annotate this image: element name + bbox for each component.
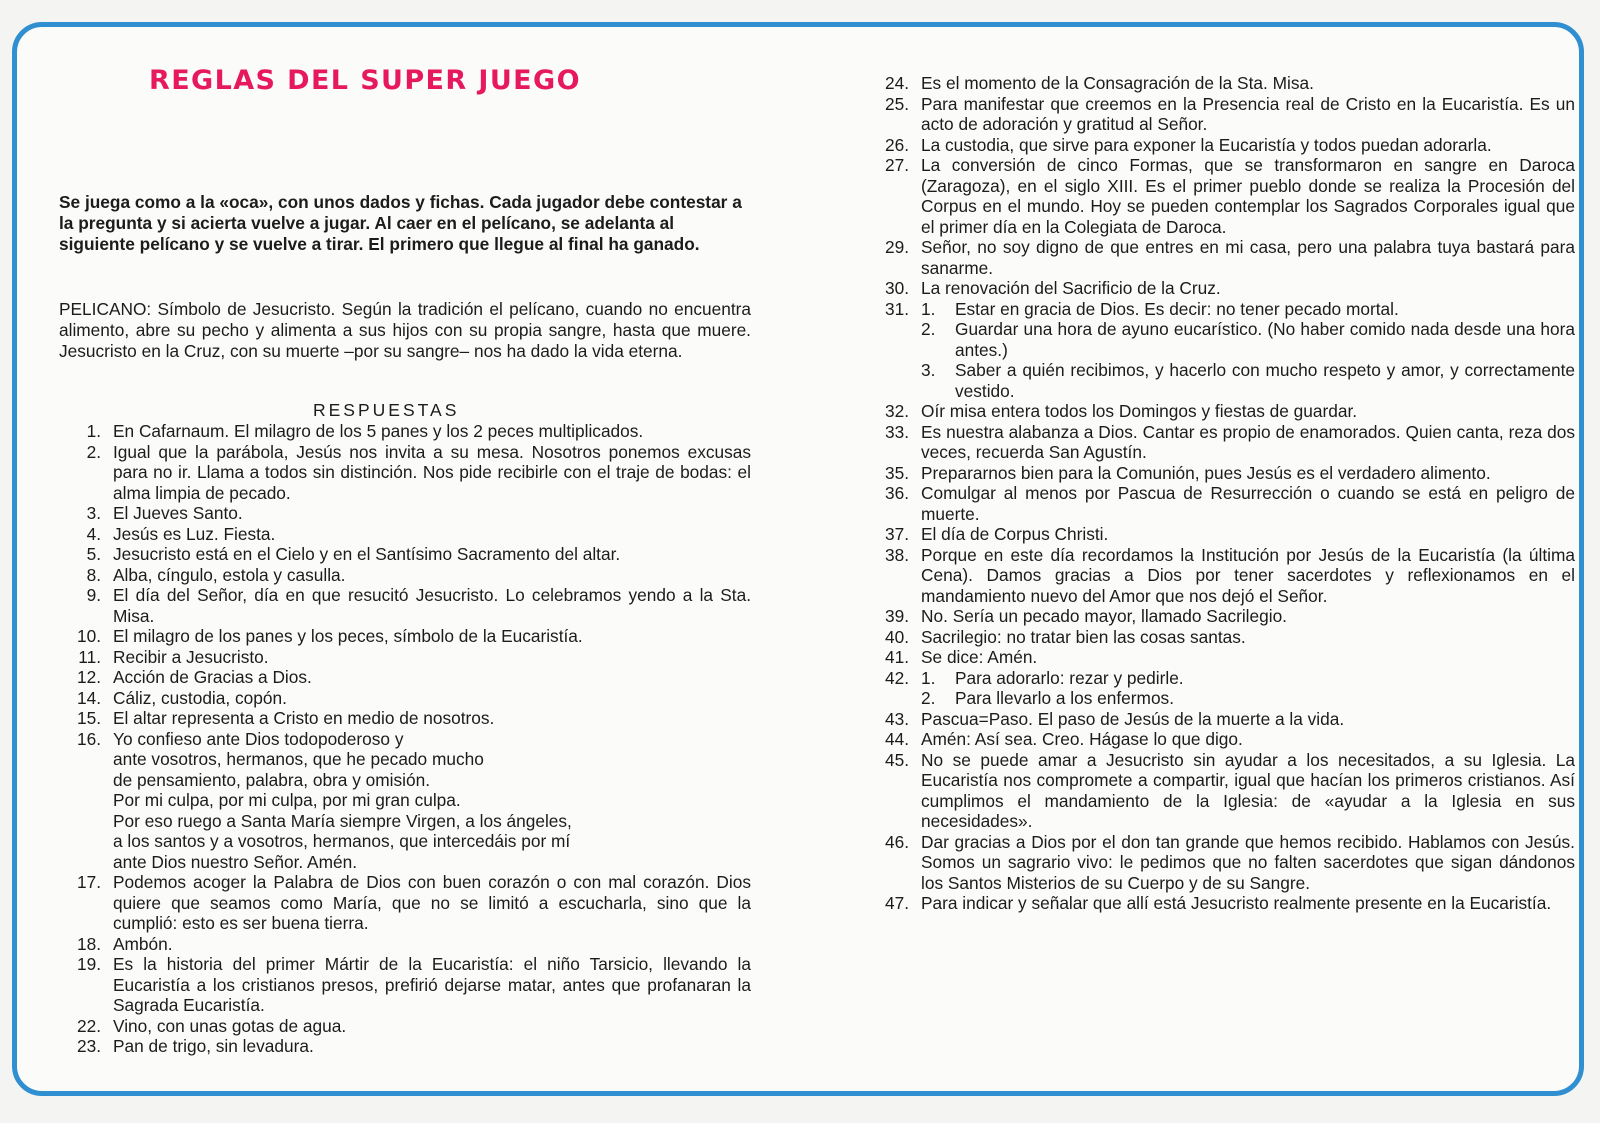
- prayer-line: a los santos y a vosotros, hermanos, que intercedáis por mí: [113, 831, 571, 851]
- answer-item-2: 2. Igual que la parábola, Jesús nos invita a su mesa. Nosotros ponemos excusas para no ir. Llama a todos sin distinción. Nos pide recibirle con el traje de bodas: el alma limpia de pecado.: [86, 441, 751, 503]
- answer-item-44: 44. Amén: Así sea. Creo. Hágase lo que digo.: [884, 729, 1243, 749]
- answer-item-35: 35. Prepararnos bien para la Comunión, pues Jesús es el verdadero alimento.: [884, 462, 1491, 483]
- answer-item-27: 27. La conversión de cinco Formas, que se transformaron en sangre en Daroca (Zaragoza), en el siglo XIII. Es el primer pueblo donde se realiza la Procesión del Corpus en el mundo. Hoy se pueden contemplar los Sagrados Corporales igual que el primer día en la Colegiata de Daroca.: [884, 155, 1575, 237]
- answer-item-40: 40. Sacrilegio: no tratar bien las cosas santas.: [884, 626, 1246, 647]
- answer-item-31: 31. 1. Estar en gracia de Dios. Es decir: no tener pecado mortal. 2. Guardar una hora de ayuno eucarístico. (No haber comido nada desde una hora antes.) 3. Saber a quién recibimos, y hacerlo con mucho respeto y amor, y correctamente vestido.: [884, 298, 1575, 401]
- answer-item-18: 18. Ambón.: [76, 933, 173, 954]
- answer-item-14: 14. Cáliz, custodia, copón.: [76, 687, 287, 708]
- prayer-line: Por mi culpa, por mi culpa, por mi gran culpa.: [113, 790, 461, 810]
- answer-item-11: 11. Recibir a Jesucristo.: [78, 646, 269, 667]
- answer-item-26: 26. La custodia, que sirve para exponer la Eucaristía y todos puedan adorarla.: [884, 134, 1492, 155]
- answer-item-45: 45. No se puede amar a Jesucristo sin ayudar a los necesitados, a su Iglesia. La Eucaristía nos compromete a compartir, igual que hacían los primeros cristianos. Así cumplimos el mandamiento de la Iglesia: de «ayudar a la Iglesia en sus necesidades».: [884, 749, 1575, 831]
- answer-item-25: 25. Para manifestar que creemos en la Presencia real de Cristo en la Eucaristía. Es un acto de adoración y gratitud al Señor.: [884, 93, 1575, 134]
- answer-item-43: 43. Pascua=Paso. El paso de Jesús de la muerte a la vida.: [884, 708, 1345, 729]
- answer-item-24: 24. Es el momento de la Consagración de la Sta. Misa.: [884, 73, 1314, 93]
- answer-item-46: 46. Dar gracias a Dios por el don tan grande que hemos recibido. Hablamos con Jesús. Somos un sagrario vivo: le pedimos que no falten sacerdotes que sigan dándonos los Santos Misterios de su Cuerpo y de su Sangre.: [884, 831, 1575, 893]
- answer-item-1: 1. En Cafarnaum. El milagro de los 5 panes y los 2 peces multiplicados.: [86, 421, 644, 441]
- page-frame: [12, 22, 1584, 1096]
- answer-item-16-prayer: 16. Yo confieso ante Dios todopoderoso y ante vosotros, hermanos, que he pecado mucho de pensamiento, palabra, obra y omisión. Por mi culpa, por mi culpa, por mi gran culpa. Por eso ruego a Santa María siempre Virgen, a los ángeles, a los santos y a vosotros, hermanos, que intercedáis por mí ante Dios nuestro Señor. Amén.: [59, 729, 751, 873]
- answer-item-12: 12. Acción de Gracias a Dios.: [76, 667, 312, 687]
- prayer-line: de pensamiento, palabra, obra y omisión.: [113, 769, 431, 790]
- answer-item-10: 10. El milagro de los panes y los peces, símbolo de la Eucaristía.: [76, 626, 583, 646]
- answer-item-32: 32. Oír misa entera todos los Domingos y fiestas de guardar.: [884, 401, 1358, 421]
- answer-item-3: 3. El Jueves Santo.: [86, 503, 243, 523]
- pelicano-paragraph: PELICANO: Símbolo de Jesucristo. Según la tradición el pelícano, cuando no encuentra alimento, abre su pecho y alimenta a sus hijos con su propia sangre, hasta que muere. Jesucristo en la Cruz, con su muerte –por su sangre– nos ha dado la vida eterna.: [59, 299, 751, 361]
- answer-item-19: 19. Es la historia del primer Mártir de la Eucaristía: el niño Tarsicio, llevando la Eucaristía a los cristianos presos, prefirió dejarse matar, antes que profanaran la Sagrada Eucaristía.: [76, 954, 751, 1015]
- prayer-line: ante vosotros, hermanos, que he pecado mucho: [113, 749, 484, 769]
- answer-item-5: 5. Jesucristo está en el Cielo y en el Santísimo Sacramento del altar.: [86, 544, 621, 564]
- answer-item-36: 36. Comulgar al menos por Pascua de Resurrección o cuando se está en peligro de muerte.: [884, 483, 1575, 524]
- sub-answer: 3. Saber a quién recibimos, y hacerlo con mucho respeto y amor, y correctamente vestido.: [921, 360, 1575, 401]
- prayer-line: ante Dios nuestro Señor. Amén.: [113, 851, 358, 872]
- answer-item-15: 15. El altar representa a Cristo en medio de nosotros.: [76, 708, 495, 728]
- answer-item-42: 42. 1. Para adorarlo: rezar y pedirle. 2. Para llevarlo a los enfermos.: [867, 668, 1575, 709]
- answer-item-4: 4. Jesús es Luz. Fiesta.: [86, 523, 276, 544]
- answer-item-39: 39. No. Sería un pecado mayor, llamado Sacrilegio.: [884, 606, 1287, 626]
- prayer-line: Por eso ruego a Santa María siempre Virgen, a los ángeles,: [113, 810, 572, 831]
- respuestas-heading: RESPUESTAS: [313, 400, 460, 420]
- prayer-line: Yo confieso ante Dios todopoderoso y: [113, 728, 404, 749]
- answer-item-8: 8. Alba, cíngulo, estola y casulla.: [86, 564, 346, 585]
- sub-answer: 2. Para llevarlo a los enfermos.: [921, 688, 1174, 708]
- answer-item-37: 37. El día de Corpus Christi.: [884, 524, 1109, 544]
- answer-item-17: 17. Podemos acoger la Palabra de Dios con buen corazón o con mal corazón. Dios quiere que seamos como María, que no se limitó a escucharla, sino que la cumplió: esto es ser buena tierra.: [76, 872, 751, 933]
- sub-answer: 1. Para adorarlo: rezar y pedirle.: [921, 667, 1184, 688]
- answer-item-47: 47. Para indicar y señalar que allí está Jesucristo realmente presente en la Eucaristía.: [884, 893, 1552, 913]
- answer-item-33: 33. Es nuestra alabanza a Dios. Cantar es propio de enamorados. Quien canta, reza dos veces, recuerda San Agustín.: [884, 421, 1575, 462]
- answer-item-30: 30. La renovación del Sacrificio de la Cruz.: [884, 278, 1221, 298]
- answers-list-left: [59, 421, 751, 1057]
- sub-answer: 1. Estar en gracia de Dios. Es decir: no tener pecado mortal.: [921, 298, 1399, 319]
- game-rules-intro: Se juega como a la «oca», con unos dados y fichas. Cada jugador debe contestar a la pregunta y si acierta vuelve a jugar. Al caer en el pelícano, se adelanta al siguiente pelícano y se vuelve a tirar. El primero que llegue al final ha ganado.: [59, 192, 742, 254]
- answer-item-23: 23. Pan de trigo, sin levadura.: [76, 1036, 314, 1056]
- page-title: REGLAS DEL SUPER JUEGO: [149, 65, 581, 96]
- answers-list-right: [867, 73, 1575, 914]
- answer-item-9: 9. El día del Señor, día en que resucitó Jesucristo. Lo celebramos yendo a la Sta. Misa.: [86, 585, 751, 626]
- answer-item-22: 22. Vino, con unas gotas de agua.: [76, 1015, 347, 1036]
- sub-answer: 2. Guardar una hora de ayuno eucarístico. (No haber comido nada desde una hora antes.): [921, 319, 1575, 360]
- answer-item-38: 38. Porque en este día recordamos la Institución por Jesús de la Eucaristía (la última Cena). Damos gracias a Dios por tener sacerdotes y reflexionamos en el mandamiento nuevo del Amor que nos dejó el Señor.: [884, 544, 1575, 606]
- answer-item-41: 41. Se dice: Amén.: [884, 647, 1038, 667]
- answer-item-29: 29. Señor, no soy digno de que entres en mi casa, pero una palabra tuya bastará para sanarme.: [884, 237, 1575, 278]
